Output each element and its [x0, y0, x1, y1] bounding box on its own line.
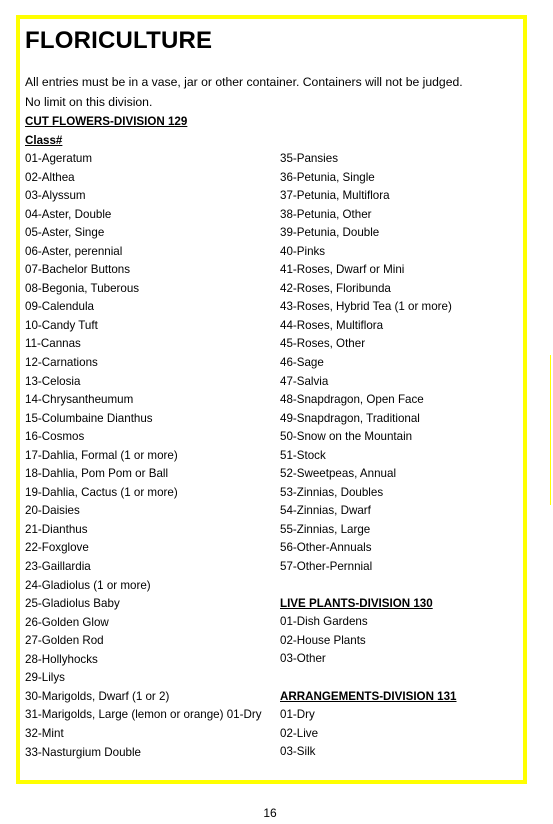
class-entry: 53-Zinnias, Doubles — [280, 485, 384, 499]
arrangements-heading: ARRANGEMENTS-DIVISION 131 — [280, 690, 457, 703]
class-entry: 18-Dahlia, Pom Pom or Ball — [25, 467, 169, 481]
class-entry: 25-Gladiolus Baby — [25, 597, 120, 611]
cut-flowers-left-list — [25, 150, 262, 762]
class-entry: 50-Snow on the Mountain — [280, 430, 413, 444]
class-entry: 42-Roses, Floribunda — [280, 281, 391, 295]
class-entry: 57-Other-Pernnial — [280, 560, 373, 574]
class-entry: 36-Petunia, Single — [280, 170, 375, 184]
class-entry: 44-Roses, Multiflora — [280, 318, 384, 332]
class-entry: 39-Petunia, Double — [280, 226, 380, 240]
class-entry: 48-Snapdragon, Open Face — [280, 393, 424, 407]
class-entry: 07-Bachelor Buttons — [25, 263, 131, 277]
class-label: Class# — [25, 134, 63, 147]
class-entry: 20-Daisies — [25, 504, 80, 518]
class-entry: 01-Dish Gardens — [280, 615, 368, 628]
class-entry: 03-Silk — [280, 745, 316, 759]
class-entry: 29-Lilys — [25, 671, 65, 685]
class-entry: 05-Aster, Singe — [25, 226, 105, 240]
class-entry: 56-Other-Annuals — [280, 541, 372, 555]
live-plants-heading: LIVE PLANTS-DIVISION 130 — [280, 597, 433, 610]
class-entry: 38-Petunia, Other — [280, 207, 372, 221]
class-entry: 04-Aster, Double — [25, 207, 112, 221]
class-entry: 22-Foxglove — [25, 541, 89, 555]
class-entry: 54-Zinnias, Dwarf — [280, 504, 371, 518]
class-entry: 10-Candy Tuft — [25, 318, 98, 332]
class-entry: 46-Sage — [280, 356, 324, 370]
page-number: 16 — [263, 806, 277, 820]
intro-line-2: No limit on this division. — [25, 95, 153, 109]
class-entry: 32-Mint — [25, 726, 64, 740]
class-entry: 26-Golden Glow — [25, 615, 109, 629]
live-plants-list — [280, 613, 368, 669]
class-entry: 45-Roses, Other — [280, 337, 366, 351]
class-entry: 01-Ageratum — [25, 152, 93, 165]
class-entry: 02-House Plants — [280, 633, 366, 647]
class-entry: 24-Gladiolus (1 or more) — [25, 578, 151, 592]
class-entry: 33-Nasturgium Double — [25, 745, 141, 759]
arrangements-list — [280, 706, 318, 762]
class-entry: 23-Gaillardia — [25, 560, 91, 574]
class-entry: 35-Pansies — [280, 152, 339, 165]
class-entry: 49-Snapdragon, Traditional — [280, 411, 420, 425]
cut-flowers-right-list — [280, 150, 452, 577]
class-entry: 47-Salvia — [280, 374, 329, 388]
class-entry: 13-Celosia — [25, 374, 81, 388]
class-entry: 16-Cosmos — [25, 430, 85, 444]
class-entry: 51-Stock — [280, 448, 326, 462]
class-entry: 08-Begonia, Tuberous — [25, 281, 140, 295]
intro-line-1: All entries must be in a vase, jar or other container. Containers will not be judged. — [25, 75, 463, 89]
class-entry: 43-Roses, Hybrid Tea (1 or more) — [280, 300, 452, 314]
class-entry: 27-Golden Rod — [25, 634, 104, 648]
class-entry: 41-Roses, Dwarf or Mini — [280, 263, 405, 277]
class-entry: 55-Zinnias, Large — [280, 522, 371, 536]
class-entry: 17-Dahlia, Formal (1 or more) — [25, 448, 178, 462]
class-entry: 52-Sweetpeas, Annual — [280, 467, 397, 481]
class-entry: 02-Live — [280, 726, 319, 740]
class-entry: 06-Aster, perennial — [25, 244, 123, 258]
class-entry: 14-Chrysantheumum — [25, 393, 134, 407]
class-entry: 03-Alyssum — [25, 189, 86, 203]
class-entry: 40-Pinks — [280, 244, 326, 258]
class-entry: 31-Marigolds, Large (lemon or orange) 01-Dry — [25, 708, 262, 722]
class-entry: 03-Other — [280, 652, 326, 666]
page-title: FLORICULTURE — [25, 27, 213, 54]
class-entry: 37-Petunia, Multiflora — [280, 189, 390, 203]
class-entry: 09-Calendula — [25, 300, 94, 314]
class-entry: 30-Marigolds, Dwarf (1 or 2) — [25, 689, 170, 703]
class-entry: 15-Columbaine Dianthus — [25, 411, 153, 425]
class-entry: 11-Cannas — [25, 337, 81, 351]
class-entry: 21-Dianthus — [25, 522, 88, 536]
class-entry: 28-Hollyhocks — [25, 652, 98, 666]
cut-flowers-heading: CUT FLOWERS-DIVISION 129 — [25, 115, 188, 128]
class-entry: 01-Dry — [280, 708, 315, 721]
margin-mark — [550, 355, 551, 505]
class-entry: 02-Althea — [25, 170, 75, 184]
class-entry: 19-Dahlia, Cactus (1 or more) — [25, 485, 178, 499]
class-entry: 12-Carnations — [25, 356, 98, 370]
